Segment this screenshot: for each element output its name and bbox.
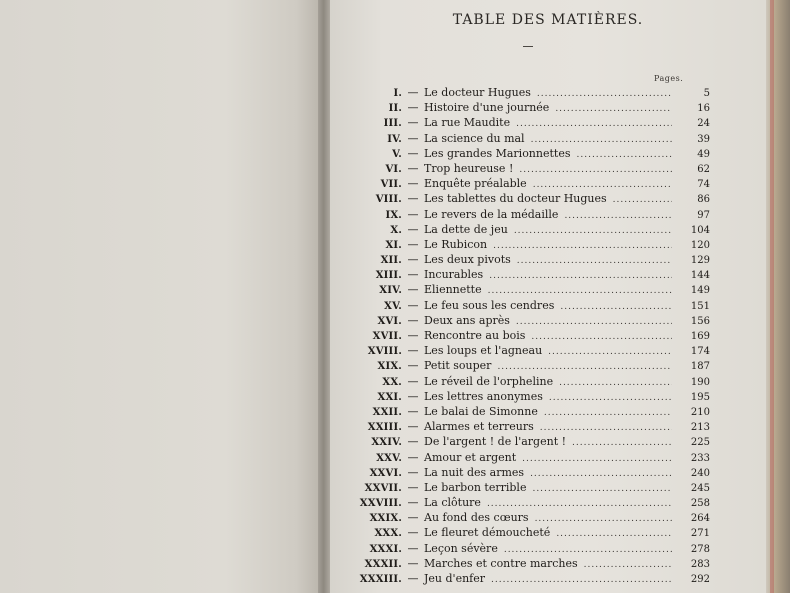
page-number: 149 (690, 285, 710, 297)
chapter-title: Incurables (424, 268, 484, 282)
separator-dash: — (407, 572, 419, 585)
page-number: 271 (690, 528, 710, 540)
chapter-title: Eliennette (424, 283, 482, 297)
page-number: 169 (690, 331, 710, 342)
toc-entry (346, 100, 710, 115)
chapter-number: XX. (382, 376, 402, 388)
toc-entry (346, 237, 710, 252)
toc-entry (346, 252, 710, 267)
chapter-number: XXVI. (369, 467, 402, 479)
chapter-title: Jeu d'enfer (424, 572, 485, 585)
chapter-title: Histoire d'une journée (424, 101, 550, 115)
chapter-title: La clôture (424, 496, 481, 510)
separator-dash: — (407, 268, 419, 282)
separator-dash: — (407, 161, 419, 175)
toc-entry (346, 131, 710, 146)
page-number: 190 (690, 376, 710, 388)
chapter-title: La rue Maudite (424, 116, 511, 130)
chapter-number: III. (383, 118, 402, 130)
separator-dash: — (407, 541, 419, 555)
chapter-number: IV. (387, 133, 402, 145)
page-number: 245 (690, 482, 710, 494)
chapter-number: I. (393, 88, 402, 99)
toc-entry (346, 115, 710, 130)
chapter-number: VII. (380, 179, 402, 191)
page-number: 5 (703, 88, 710, 99)
chapter-number: X. (390, 224, 402, 236)
chapter-title: Petit souper (424, 359, 492, 373)
chapter-number: XIV. (379, 285, 402, 297)
separator-dash: — (407, 374, 419, 388)
toc-entry (346, 404, 710, 419)
page-number: 292 (690, 574, 710, 585)
toc-entry (346, 495, 710, 510)
chapter-number: XII. (380, 255, 402, 267)
table-of-contents (346, 85, 710, 586)
separator-dash: — (407, 237, 419, 251)
separator-dash: — (407, 526, 419, 540)
chapter-number: XXXIII. (359, 574, 402, 585)
separator-dash: — (407, 146, 419, 160)
separator-dash: — (407, 496, 419, 510)
toc-entry (346, 358, 710, 373)
chapter-number: VI. (385, 163, 402, 175)
chapter-title: Les tablettes du docteur Hugues (424, 192, 607, 206)
separator-dash: — (407, 131, 419, 145)
page-number: 74 (697, 179, 710, 191)
toc-entry (346, 267, 710, 282)
toc-entry (346, 389, 710, 404)
page-number: 283 (690, 558, 710, 570)
chapter-number: XXV. (376, 452, 402, 464)
left-blank-page (0, 0, 322, 593)
page-number: 225 (690, 437, 710, 449)
chapter-number: XVII. (372, 331, 402, 342)
red-page-edge (770, 0, 774, 593)
chapter-number: XI. (385, 239, 402, 251)
page-number: 62 (697, 163, 710, 175)
chapter-title: Le revers de la médaille (424, 207, 559, 221)
toc-entry (346, 282, 710, 297)
page-number: 210 (690, 406, 710, 418)
separator-dash: — (407, 86, 419, 99)
chapter-title: Les lettres anonymes (424, 389, 543, 403)
chapter-number: XXIX. (369, 513, 402, 525)
chapter-number: XV. (384, 300, 402, 312)
toc-entry (346, 207, 710, 222)
toc-entry (346, 541, 710, 556)
chapter-title: Rencontre au bois (424, 329, 526, 342)
separator-dash: — (407, 222, 419, 236)
page-number: 104 (690, 224, 710, 236)
chapter-number: XXVIII. (359, 498, 402, 510)
chapter-number: VIII. (375, 194, 402, 206)
chapter-title: La nuit des armes (424, 465, 525, 479)
page-number: 174 (690, 346, 710, 358)
chapter-number: XVIII. (367, 346, 402, 358)
separator-dash: — (407, 344, 419, 358)
separator-dash: — (407, 207, 419, 221)
chapter-number: XXIV. (371, 437, 402, 449)
separator-dash: — (407, 404, 419, 418)
page-number: 97 (697, 209, 710, 221)
toc-entry (346, 374, 710, 389)
page-number: 187 (690, 361, 710, 373)
toc-entry (346, 510, 710, 525)
chapter-number: XXXI. (369, 543, 402, 555)
chapter-number: XXII. (372, 406, 402, 418)
chapter-title: Le docteur Hugues (424, 86, 531, 99)
chapter-number: XIX. (377, 361, 402, 373)
page-number: 39 (697, 133, 710, 145)
toc-entry (346, 434, 710, 449)
separator-dash: — (407, 556, 419, 570)
toc-entry (346, 480, 710, 495)
separator-dash: — (407, 435, 419, 449)
chapter-number: XIII. (375, 270, 402, 282)
separator-dash: — (407, 480, 419, 494)
chapter-title: Les deux pivots (424, 253, 511, 267)
chapter-title: Le fleuret démoucheté (424, 526, 551, 540)
chapter-title: La dette de jeu (424, 222, 508, 236)
chapter-number: XXXII. (364, 558, 402, 570)
separator-dash: — (407, 192, 419, 206)
chapter-title: Marches et contre marches (424, 556, 578, 570)
chapter-title: Enquête préalable (424, 177, 527, 191)
separator-dash: — (407, 313, 419, 327)
title-rule (523, 46, 533, 47)
page-number: 264 (690, 513, 710, 525)
chapter-title: Le Rubicon (424, 237, 488, 251)
chapter-number: II. (388, 103, 402, 115)
page-number: 213 (690, 422, 710, 434)
page-title: TABLE DES MATIÈRES. (452, 12, 644, 28)
page-number: 86 (697, 194, 710, 206)
separator-dash: — (407, 116, 419, 130)
pages-column-label: Pages. (654, 74, 684, 83)
page-number: 144 (690, 270, 710, 282)
separator-dash: — (407, 177, 419, 191)
chapter-title: De l'argent ! de l'argent ! (424, 435, 567, 449)
page-number: 233 (690, 452, 710, 464)
chapter-title: Le feu sous les cendres (424, 298, 555, 312)
toc-entry (346, 571, 710, 586)
toc-entry (346, 343, 710, 358)
chapter-title: Le réveil de l'orpheline (424, 374, 554, 388)
chapter-title: Leçon sévère (424, 541, 498, 555)
chapter-title: Au fond des cœurs (424, 511, 529, 525)
page-number: 129 (690, 255, 710, 267)
chapter-number: V. (392, 148, 402, 160)
chapter-title: La science du mal (424, 131, 525, 145)
chapter-number: XXX. (374, 528, 402, 540)
toc-entry (346, 450, 710, 465)
chapter-title: Le barbon terrible (424, 480, 527, 494)
chapter-title: Les grandes Marionnettes (424, 146, 571, 160)
chapter-number: XXIII. (367, 422, 402, 434)
separator-dash: — (407, 389, 419, 403)
toc-entry (346, 222, 710, 237)
toc-entry (346, 298, 710, 313)
separator-dash: — (407, 329, 419, 342)
page-number: 49 (697, 148, 710, 160)
toc-entry (346, 313, 710, 328)
separator-dash: — (407, 298, 419, 312)
page-number: 120 (690, 239, 710, 251)
chapter-title: Alarmes et terreurs (424, 420, 534, 434)
separator-dash: — (407, 101, 419, 115)
separator-dash: — (407, 420, 419, 434)
toc-entry (346, 556, 710, 571)
chapter-title: Amour et argent (424, 450, 517, 464)
separator-dash: — (407, 359, 419, 373)
dot-leader (491, 573, 672, 588)
separator-dash: — (407, 465, 419, 479)
separator-dash: — (407, 450, 419, 464)
chapter-title: Trop heureuse ! (424, 161, 514, 175)
toc-entry (346, 525, 710, 540)
toc-entry (346, 465, 710, 480)
toc-entry (346, 419, 710, 434)
chapter-number: XXI. (377, 391, 402, 403)
toc-entry (346, 328, 710, 343)
page-number: 195 (690, 391, 710, 403)
toc-entry (346, 176, 710, 191)
chapter-number: XXVII. (364, 482, 402, 494)
page-number: 240 (690, 467, 710, 479)
toc-entry (346, 85, 710, 100)
page-number: 156 (690, 315, 710, 327)
chapter-title: Deux ans après (424, 313, 510, 327)
page-number: 258 (690, 498, 710, 510)
chapter-title: Les loups et l'agneau (424, 344, 543, 358)
separator-dash: — (407, 283, 419, 297)
toc-entry (346, 191, 710, 206)
page-number: 24 (697, 118, 710, 130)
toc-entry (346, 146, 710, 161)
page-number: 278 (690, 543, 710, 555)
chapter-number: XVI. (377, 315, 402, 327)
separator-dash: — (407, 253, 419, 267)
page-number: 151 (690, 300, 710, 312)
chapter-number: IX. (385, 209, 402, 221)
chapter-title: Le balai de Simonne (424, 404, 538, 418)
toc-entry (346, 161, 710, 176)
page-number: 16 (697, 103, 710, 115)
separator-dash: — (407, 511, 419, 525)
